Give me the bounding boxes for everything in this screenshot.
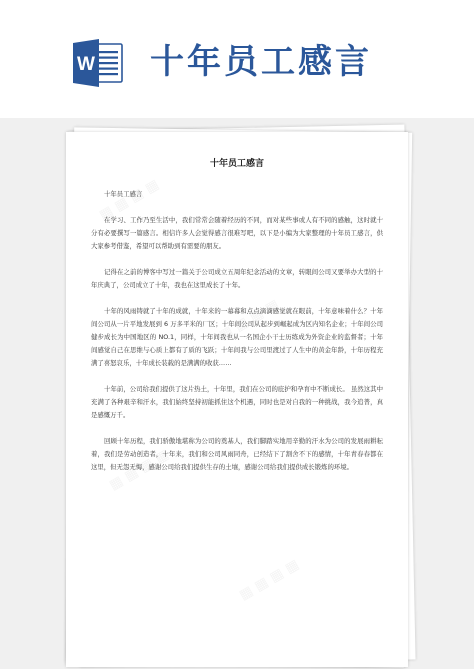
document-page (66, 132, 408, 667)
word-icon-letter: W (77, 54, 95, 75)
paragraph: 十年员工感言 (104, 190, 143, 198)
paragraph: 回顾十年历程，我们骄傲地堪称为公司的奠基人，我们脚踏实地用辛勤的汗水为公司的发展雨耕耘着，我们是劳动创造者，十年来，我们和公司风雨同舟，已经结下了割舍不下的感情，十年青春春都在这里，但无怨无悔，感谢公司给我们提供生存的土壤，感谢公司给我们提供成长锻炼的环境。 (91, 437, 383, 471)
paragraph: 十年前，公司给我们提供了这片热土，十年里，我们在公司的庇护和孕育中不断成长。 虽然这其中充满了各种艰辛和汗水，我们始终坚持初能抓住这个机遇，同时也是对自我的一种挑战，我今追普，真是感慨万千。 (91, 385, 383, 419)
word-document-icon (72, 38, 124, 88)
page-header (0, 0, 474, 118)
page-title: 十年员工感言 (150, 42, 372, 82)
watermark (236, 557, 301, 604)
paragraph: 在学习、工作乃至生活中，我们常常会随着经历的不同，而对某些事或人有不同的感触，这时就十分有必要撰写一篇感言。相信许多人会觉得感言很难写吧，以下是小编为大家整理的十年员工感言，供大家参考借鉴，希望可以帮助到有需要的朋友。 (91, 216, 383, 250)
paragraph: 记得在之前的博客中写过一篇关于公司成立五周年纪念活动的文章，转眼间公司又要举办大型的十年庆典了，公司成立了十年，我也在这里成长了十年。 (91, 268, 383, 289)
paragraph: 十年的风雨铸就了十年的成就，十年来的一幕幕和点点滴滴感觉就在眼前，十年意味着什么？十年间公司从一片平地发展到 6 万多平米的厂区；十年间公司从起步到崛起成为区内知名企业；十年间公司健步成长为中国地区的 NO.1，同样，十年间我也从一名国企小干士历练成为外资企业的监督者；十年间感觉自己在思维与心质上都有了质的飞跃；十年间我与公司里渡过了人生中的黄金年龄，十年历程充满了喜怒哀乐，十年成长装载的是满满的收获…… (91, 307, 383, 367)
document-title: 十年员工感言 (209, 159, 264, 169)
